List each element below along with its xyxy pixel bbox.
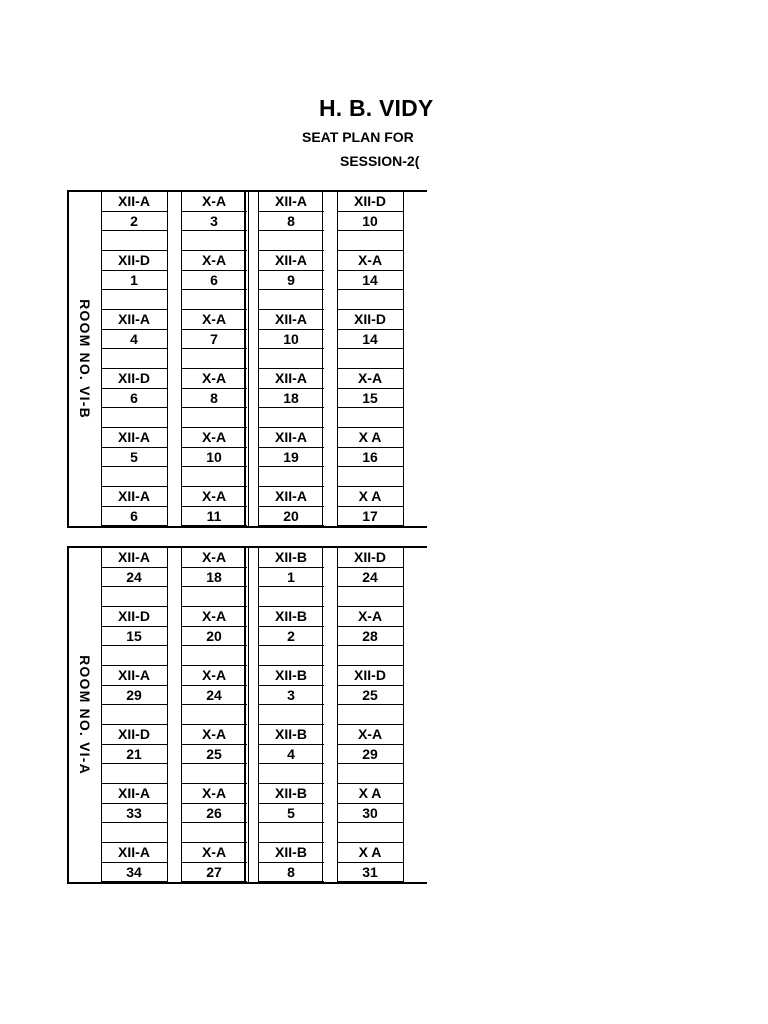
blank-row (337, 290, 403, 310)
seat-class: X-A (337, 251, 403, 271)
seat-column (337, 192, 403, 526)
blank-row (101, 705, 167, 725)
seat-column (258, 548, 324, 882)
seat-roll-number: 16 (337, 448, 403, 468)
seat-class: X-A (181, 725, 247, 745)
blank-row (181, 646, 247, 666)
blank-row (258, 764, 324, 784)
seat-roll-number: 3 (258, 686, 324, 706)
blank-row (181, 408, 247, 428)
blank-row (337, 587, 403, 607)
room-label (67, 190, 101, 528)
blank-row (181, 587, 247, 607)
seat-roll-number: 14 (337, 271, 403, 291)
seat-roll-number: 6 (101, 389, 167, 409)
seat-class: X-A (337, 369, 403, 389)
seat-roll-number: 1 (258, 568, 324, 588)
blank-row (101, 290, 167, 310)
seat-roll-number: 10 (258, 330, 324, 350)
blank-row (337, 764, 403, 784)
seat-class: XII-D (101, 607, 167, 627)
blank-row (258, 823, 324, 843)
seat-class: XII-A (101, 310, 167, 330)
seat-roll-number: 25 (337, 686, 403, 706)
seat-roll-number: 15 (337, 389, 403, 409)
blank-row (101, 646, 167, 666)
seat-roll-number: 10 (337, 212, 403, 232)
seat-column (101, 192, 167, 526)
seat-column (337, 548, 403, 882)
seat-class: X A (337, 487, 403, 507)
seat-roll-number: 6 (181, 271, 247, 291)
seat-class: X A (337, 428, 403, 448)
seat-class: X-A (181, 310, 247, 330)
seat-roll-number: 27 (181, 863, 247, 883)
table-double-line (248, 190, 249, 528)
seat-class: X-A (181, 843, 247, 863)
blank-row (101, 823, 167, 843)
seat-class: XII-B (258, 666, 324, 686)
seat-plan-heading: SEAT PLAN FOR (302, 129, 414, 145)
seat-roll-number: 20 (181, 627, 247, 647)
seat-roll-number: 8 (258, 863, 324, 883)
seat-class: XII-A (101, 666, 167, 686)
blank-row (258, 587, 324, 607)
seat-class: X-A (337, 725, 403, 745)
seat-roll-number: 8 (258, 212, 324, 232)
seat-class: XII-A (101, 843, 167, 863)
blank-row (337, 823, 403, 843)
seat-class: XII-A (258, 428, 324, 448)
blank-row (337, 467, 403, 487)
table-column-line (403, 546, 404, 884)
seat-roll-number: 19 (258, 448, 324, 468)
seat-class: X-A (181, 369, 247, 389)
blank-row (101, 467, 167, 487)
seat-roll-number: 24 (337, 568, 403, 588)
room-label-text: ROOM NO. VI-B (77, 299, 93, 419)
seat-class: XII-A (258, 310, 324, 330)
seat-roll-number: 14 (337, 330, 403, 350)
seat-class: XII-A (101, 548, 167, 568)
seat-column (258, 192, 324, 526)
seat-class: XII-D (337, 192, 403, 212)
seat-class: XII-D (101, 251, 167, 271)
seat-roll-number: 26 (181, 804, 247, 824)
seat-class: XII-B (258, 548, 324, 568)
seat-roll-number: 20 (258, 507, 324, 527)
blank-row (258, 349, 324, 369)
table-column-line (167, 190, 168, 528)
seat-roll-number: 1 (101, 271, 167, 291)
seat-class: X-A (181, 666, 247, 686)
seat-class: XII-B (258, 607, 324, 627)
seat-roll-number: 10 (181, 448, 247, 468)
seat-class: XII-B (258, 725, 324, 745)
blank-row (258, 646, 324, 666)
seat-roll-number: 6 (101, 507, 167, 527)
table-double-line (248, 546, 249, 884)
blank-row (101, 587, 167, 607)
seat-roll-number: 18 (181, 568, 247, 588)
blank-row (181, 290, 247, 310)
seat-class: X A (337, 843, 403, 863)
seat-roll-number: 5 (101, 448, 167, 468)
table-column-line (167, 546, 168, 884)
seat-roll-number: 3 (181, 212, 247, 232)
seat-roll-number: 34 (101, 863, 167, 883)
seat-class: X-A (181, 487, 247, 507)
seat-roll-number: 18 (258, 389, 324, 409)
seat-roll-number: 24 (181, 686, 247, 706)
seat-class: X-A (181, 784, 247, 804)
blank-row (101, 408, 167, 428)
blank-row (101, 349, 167, 369)
seat-roll-number: 8 (181, 389, 247, 409)
seat-column (181, 192, 247, 526)
room-block-vi-b (0, 190, 420, 528)
seat-column (181, 548, 247, 882)
seat-class: XII-D (337, 666, 403, 686)
seat-roll-number: 4 (101, 330, 167, 350)
seat-class: XII-A (101, 487, 167, 507)
school-title: H. B. VIDY (319, 95, 434, 121)
seat-roll-number: 31 (337, 863, 403, 883)
seat-roll-number: 15 (101, 627, 167, 647)
seat-class: X-A (181, 428, 247, 448)
seat-class: X-A (181, 548, 247, 568)
seat-class: XII-A (258, 369, 324, 389)
blank-row (258, 231, 324, 251)
seat-class: XII-D (101, 369, 167, 389)
seat-roll-number: 5 (258, 804, 324, 824)
blank-row (337, 408, 403, 428)
seat-class: XII-A (258, 192, 324, 212)
room-block-vi-a (0, 546, 420, 884)
blank-row (258, 290, 324, 310)
blank-row (101, 764, 167, 784)
seat-roll-number: 33 (101, 804, 167, 824)
seat-class: XII-A (258, 487, 324, 507)
seat-class: X-A (181, 251, 247, 271)
seat-roll-number: 21 (101, 745, 167, 765)
seat-roll-number: 7 (181, 330, 247, 350)
seat-roll-number: 17 (337, 507, 403, 527)
seat-class: XII-D (337, 310, 403, 330)
session-heading: SESSION-2( (340, 153, 420, 169)
seat-class: XII-A (101, 192, 167, 212)
blank-row (258, 705, 324, 725)
seat-class: X-A (181, 192, 247, 212)
seat-roll-number: 28 (337, 627, 403, 647)
blank-row (181, 349, 247, 369)
blank-row (181, 231, 247, 251)
table-column-line (403, 190, 404, 528)
seat-class: X-A (181, 607, 247, 627)
blank-row (181, 705, 247, 725)
blank-row (181, 764, 247, 784)
seat-roll-number: 29 (101, 686, 167, 706)
seat-roll-number: 11 (181, 507, 247, 527)
blank-row (337, 705, 403, 725)
seat-class: XII-A (258, 251, 324, 271)
room-label (67, 546, 101, 884)
blank-row (181, 467, 247, 487)
seat-class: XII-D (101, 725, 167, 745)
seat-class: X A (337, 784, 403, 804)
seat-class: XII-B (258, 843, 324, 863)
seat-class: XII-A (101, 428, 167, 448)
room-label-text: ROOM NO. VI-A (77, 655, 93, 775)
seat-roll-number: 25 (181, 745, 247, 765)
blank-row (101, 231, 167, 251)
blank-row (337, 231, 403, 251)
seat-roll-number: 9 (258, 271, 324, 291)
blank-row (337, 646, 403, 666)
seat-roll-number: 29 (337, 745, 403, 765)
seat-roll-number: 30 (337, 804, 403, 824)
seat-column (101, 548, 167, 882)
seat-class: XII-A (101, 784, 167, 804)
seat-roll-number: 2 (258, 627, 324, 647)
blank-row (258, 408, 324, 428)
blank-row (258, 467, 324, 487)
seat-roll-number: 2 (101, 212, 167, 232)
seat-class: X-A (337, 607, 403, 627)
seat-roll-number: 4 (258, 745, 324, 765)
blank-row (181, 823, 247, 843)
seat-roll-number: 24 (101, 568, 167, 588)
blank-row (337, 349, 403, 369)
seat-class: XII-B (258, 784, 324, 804)
seat-class: XII-D (337, 548, 403, 568)
